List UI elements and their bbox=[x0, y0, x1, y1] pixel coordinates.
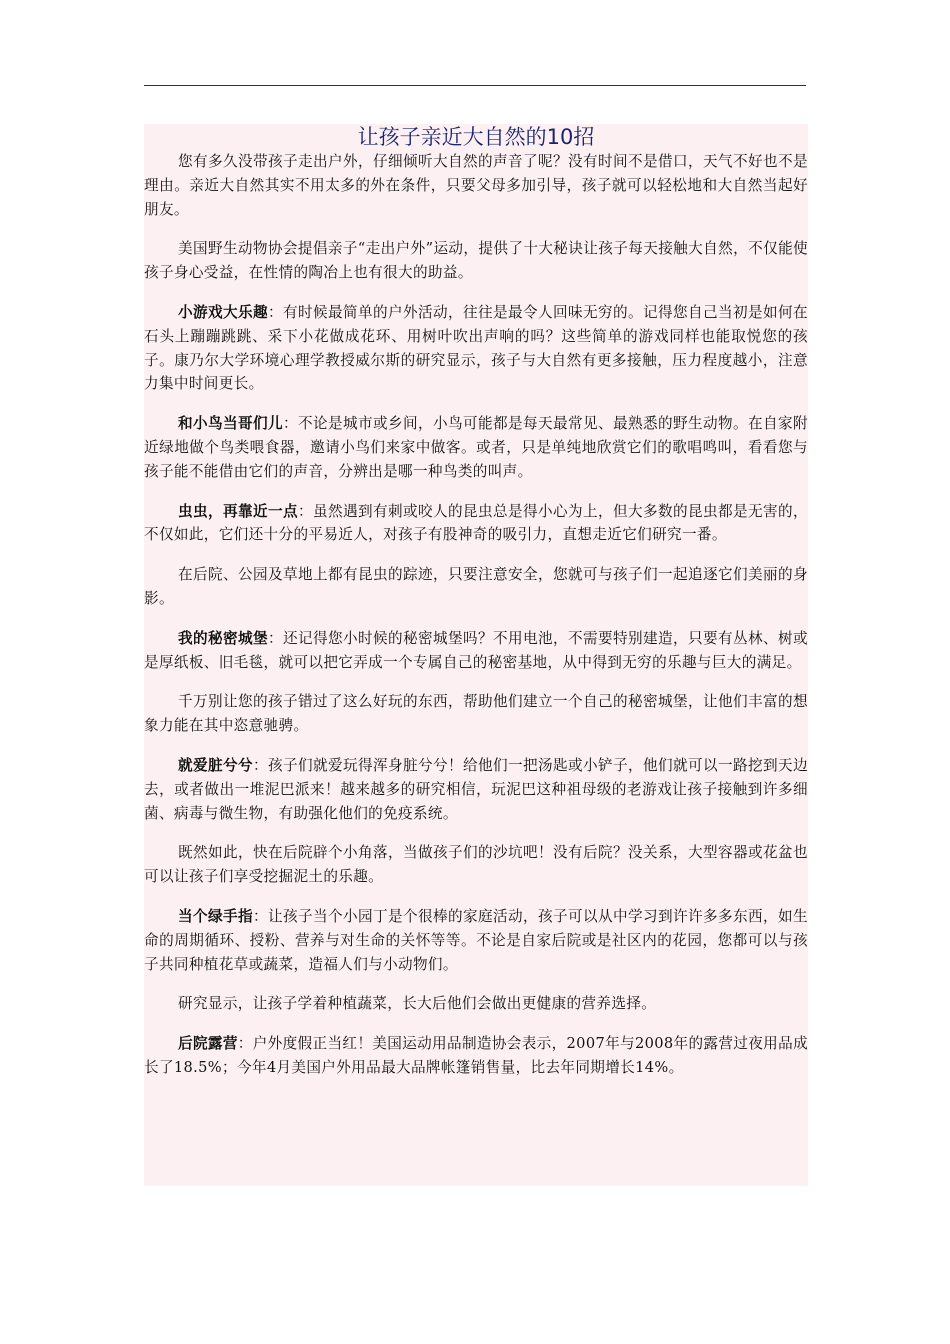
paragraph-tip-garden bbox=[144, 905, 808, 976]
header-rule bbox=[144, 85, 806, 86]
paragraph-insects-followup bbox=[144, 563, 808, 611]
paragraph-text: 美国野生动物协会提倡亲子“走出户外”运动，提供了十大秘诀让孩子每天接触大自然，不仅能使孩子身心受益，在性情的陶冶上也有很大的助益。 bbox=[144, 240, 808, 282]
paragraph-tip-dirt bbox=[144, 754, 808, 825]
paragraph-castle-followup bbox=[144, 690, 808, 738]
paragraph-text: 研究显示，让孩子学着种植蔬菜，长大后他们会做出更健康的营养选择。 bbox=[178, 995, 657, 1013]
paragraph-overview bbox=[144, 237, 808, 285]
paragraph-garden-followup bbox=[144, 992, 808, 1016]
paragraph-text: 既然如此，快在后院辟个小角落，当做孩子们的沙坑吧！没有后院？没关系，大型容器或花盆也可以让孩子们享受挖掘泥土的乐趣。 bbox=[144, 844, 808, 886]
paragraph-dirt-followup bbox=[144, 841, 808, 889]
paragraph-text: ：孩子们就爱玩得浑身脏兮兮！给他们一把汤匙或小铲子，他们就可以一路挖到天边去，或者做出一堆泥巴派来！越来越多的研究相信，玩泥巴这种祖母级的老游戏让孩子接触到许多细菌、病毒与微生物，有助强化他们的免疫系统。 bbox=[144, 756, 808, 822]
paragraph-text: ：户外度假正当红！美国运动用品制造协会表示，2007年与2008年的露营过夜用品成长了18.5%；今年4月美国户外用品最大品牌帐篷销售量，比去年同期增长14%。 bbox=[144, 1035, 809, 1076]
article-title: 让孩子亲近大自然的10招 bbox=[357, 125, 595, 149]
paragraph-text: 千万别让您的孩子错过了这么好玩的东西，帮助他们建立一个自己的秘密城堡，让他们丰富的想象力能在其中恣意驰骋。 bbox=[144, 693, 808, 735]
paragraph-lead: 和小鸟当哥们儿 bbox=[178, 415, 284, 433]
paragraph-lead: 我的秘密城堡 bbox=[178, 629, 269, 647]
paragraph-tip-insects bbox=[144, 500, 808, 548]
paragraph-lead: 当个绿手指 bbox=[178, 907, 254, 925]
paragraph-tip-games bbox=[144, 301, 808, 396]
paragraph-intro bbox=[144, 150, 808, 221]
paragraph-tip-birds bbox=[144, 412, 808, 483]
paragraph-text: ：有时候最简单的户外活动，往往是最令人回味无穷的。记得您自己当初是如何在石头上蹦蹦跳跳、采下小花做成花环、用树叶吹出声响的吗？这些简单的游戏同样也能取悦您的孩子。康乃尔大学环境心理学教授威尔斯的研究显示，孩子与大自然有更多接触，压力程度越小，注意力集中时间更长。 bbox=[144, 303, 808, 393]
paragraph-text: ：还记得您小时候的秘密城堡吗？不用电池，不需要特别建造，只要有丛林、树或是厚纸板、旧毛毯，就可以把它弄成一个专属自己的秘密基地，从中得到无穷的乐趣与巨大的满足。 bbox=[144, 629, 808, 671]
paragraph-text: 在后院、公园及草地上都有昆虫的踪迹，只要注意安全，您就可与孩子们一起追逐它们美丽的身影。 bbox=[144, 566, 808, 607]
paragraph-lead: 小游戏大乐趣 bbox=[178, 303, 269, 321]
paragraph-tip-camping bbox=[144, 1032, 808, 1080]
paragraph-lead: 后院露营 bbox=[178, 1035, 238, 1053]
article bbox=[144, 124, 808, 1186]
paragraph-text: ：虽然遇到有刺或咬人的昆虫总是得小心为上，但大多数的昆虫都是无害的，不仅如此，它们还十分的平易近人，对孩子有股神奇的吸引力，直想走近它们研究一番。 bbox=[144, 502, 808, 544]
paragraph-tip-castle bbox=[144, 627, 808, 675]
paragraph-lead: 就爱脏兮兮 bbox=[178, 756, 254, 774]
paragraph-text: ：让孩子当个小园丁是个很棒的家庭活动，孩子可以从中学习到许许多多东西，如生命的周期循环、授粉、营养与对生命的关怀等等。不论是自家后院或是社区内的花园，您都可以与孩子共同种植花草或蔬菜，造福人们与小动物们。 bbox=[144, 907, 808, 973]
paragraph-lead: 虫虫，再靠近一点 bbox=[178, 502, 299, 520]
paragraph-text: 您有多久没带孩子走出户外，仔细倾听大自然的声音了呢？没有时间不是借口，天气不好也不是理由。亲近大自然其实不用太多的外在条件，只要父母多加引导，孩子就可以轻松地和大自然当起好朋友。 bbox=[144, 153, 808, 218]
paragraph-text: ：不论是城市或乡间，小鸟可能都是每天最常见、最熟悉的野生动物。在自家附近绿地做个鸟类喂食器，邀请小鸟们来家中做客。或者，只是单纯地欣赏它们的歌唱鸣叫，看看您与孩子能不能借由它们的声音，分辨出是哪一种鸟类的叫声。 bbox=[144, 415, 808, 480]
